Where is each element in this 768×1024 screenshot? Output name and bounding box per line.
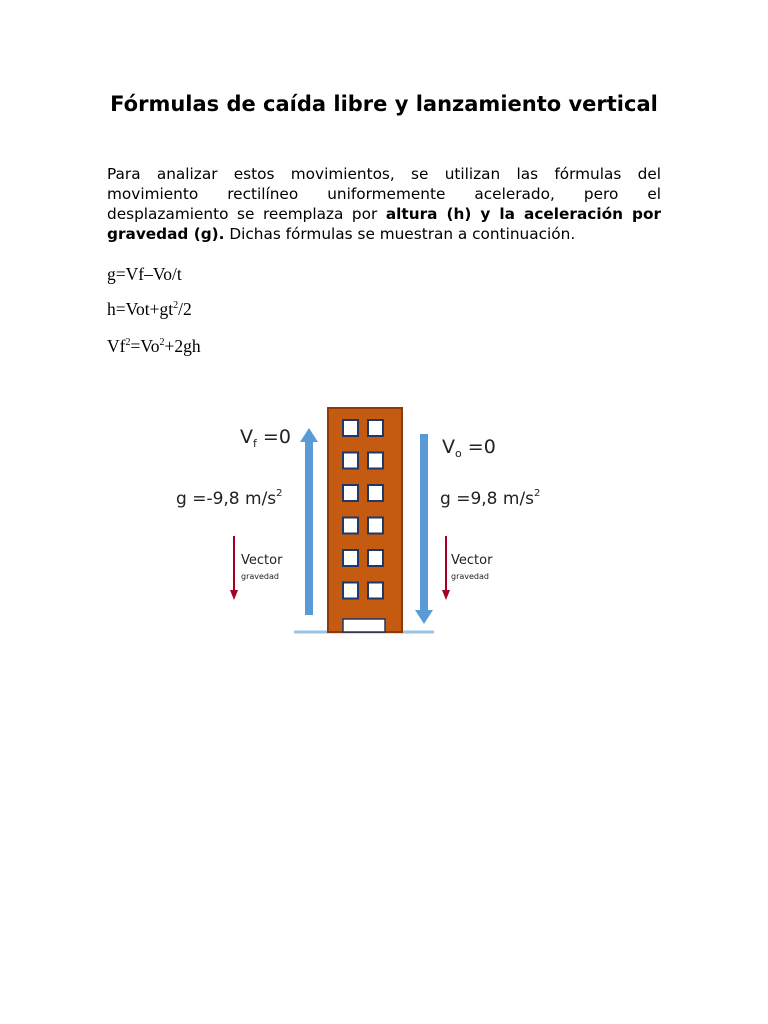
building-window bbox=[368, 550, 383, 566]
building-window bbox=[343, 518, 358, 534]
right-gravedad-label: gravedad bbox=[451, 572, 489, 581]
building bbox=[328, 408, 402, 632]
formula-3-part: +2gh bbox=[164, 336, 201, 356]
building-window bbox=[343, 550, 358, 566]
formula-3-part: Vf bbox=[107, 336, 126, 356]
paragraph-text-2: Dichas fórmulas se muestran a continuación. bbox=[224, 225, 576, 243]
paragraph-bold-text: altura (h) y la aceleración por gravedad (g). bbox=[107, 205, 661, 243]
right-vector-label: Vector bbox=[451, 553, 493, 568]
left-gravedad-label: gravedad bbox=[241, 572, 279, 581]
right-gravity-label: g =9,8 $m/s^2$ bbox=[440, 488, 541, 509]
formula-velocity bbox=[107, 264, 182, 285]
formula-final-velocity bbox=[107, 336, 201, 357]
left-gravity-vector bbox=[230, 536, 238, 600]
formula-1-text: g=Vf–Vo/t bbox=[107, 264, 182, 284]
building-door bbox=[343, 619, 385, 632]
formula-height bbox=[107, 299, 192, 320]
left-velocity-label: $V_f =0$ bbox=[240, 426, 291, 450]
diagram-svg bbox=[170, 400, 560, 645]
down-arrow bbox=[415, 434, 433, 624]
formula-3-part: =Vo bbox=[130, 336, 160, 356]
left-vector-label: Vector bbox=[241, 553, 283, 568]
building-window bbox=[343, 420, 358, 436]
building-window bbox=[368, 583, 383, 599]
building-window bbox=[368, 420, 383, 436]
left-gravity-label: g =-9,8 $m/s^2$ bbox=[176, 488, 283, 509]
building-window bbox=[368, 485, 383, 501]
building-window bbox=[343, 583, 358, 599]
formula-3-exponent: 2 bbox=[125, 337, 131, 348]
formula-2-exponent: 2 bbox=[173, 300, 179, 311]
intro-paragraph bbox=[107, 164, 661, 244]
formula-2-part: /2 bbox=[178, 299, 192, 319]
up-arrow bbox=[300, 428, 318, 615]
paragraph-text-1: Para analizar estos movimientos, se utilizan las fórmulas del movimiento rectilíneo uniformemente acelerado, pero el desplazamiento se reemplaza por bbox=[107, 165, 661, 223]
building-window bbox=[343, 485, 358, 501]
formula-3-exponent: 2 bbox=[159, 337, 165, 348]
page-title: Fórmulas de caída libre y lanzamiento vertical bbox=[110, 92, 658, 116]
building-window bbox=[343, 453, 358, 469]
right-gravity-vector bbox=[442, 536, 450, 600]
formula-2-part: h=Vot+gt bbox=[107, 299, 174, 319]
building-window bbox=[368, 518, 383, 534]
building-window bbox=[368, 453, 383, 469]
right-velocity-label: $V_o =0$ bbox=[442, 436, 496, 460]
free-fall-diagram bbox=[170, 400, 560, 645]
